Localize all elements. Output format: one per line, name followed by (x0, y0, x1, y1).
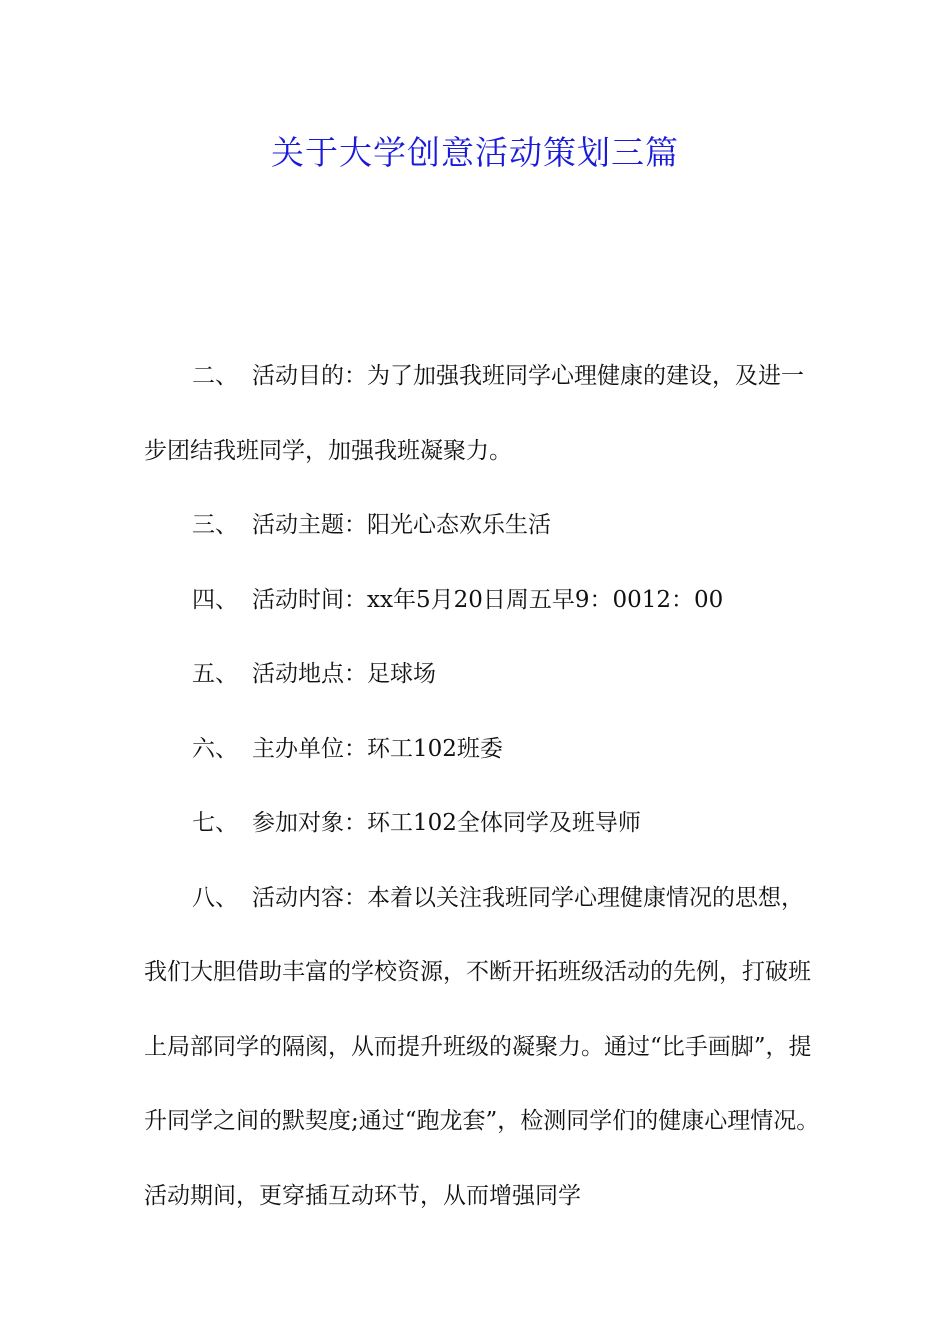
paragraph-content (144, 861, 824, 1234)
item-text: 活动时间：xx年5月20日周五早9：0012：00 (252, 586, 724, 613)
item-number: 二、 (192, 363, 238, 389)
item-number: 三、 (192, 512, 238, 538)
document-body (144, 339, 824, 1233)
paragraph-location (144, 637, 824, 712)
item-text: 主办单位：环工102班委 (252, 735, 503, 762)
document-title: 关于大学创意活动策划三篇 (271, 133, 679, 172)
paragraph-time (144, 563, 824, 638)
paragraph-theme (144, 488, 824, 563)
paragraph-purpose (144, 339, 824, 488)
item-number: 七、 (192, 810, 238, 836)
paragraph-participants (144, 786, 824, 861)
item-text: 活动目的：为了加强我班同学心理健康的建设，及进一步团结我班同学，加强我班凝聚力。 (144, 363, 804, 464)
item-number: 八、 (192, 884, 238, 911)
item-text: 活动主题：阳光心态欢乐生活 (252, 512, 551, 538)
item-number: 五、 (192, 661, 238, 687)
item-text: 活动地点：足球场 (252, 661, 436, 687)
item-number: 六、 (192, 735, 238, 762)
item-text: 活动内容：本着以关注我班同学心理健康情况的思想，我们大胆借助丰富的学校资源，不断开拓班级活动的先例，打破班上局部同学的隔阂，从而提升班级的凝聚力。通过“比手画脚”，提升同学之间的默契度;通过“跑龙套”，检测同学们的健康心理情况。活动期间，更穿插互动环节，从而增强同学 (144, 884, 820, 1209)
paragraph-organizer (144, 712, 824, 787)
item-number: 四、 (192, 586, 238, 613)
item-text: 参加对象：环工102全体同学及班导师 (252, 810, 641, 836)
